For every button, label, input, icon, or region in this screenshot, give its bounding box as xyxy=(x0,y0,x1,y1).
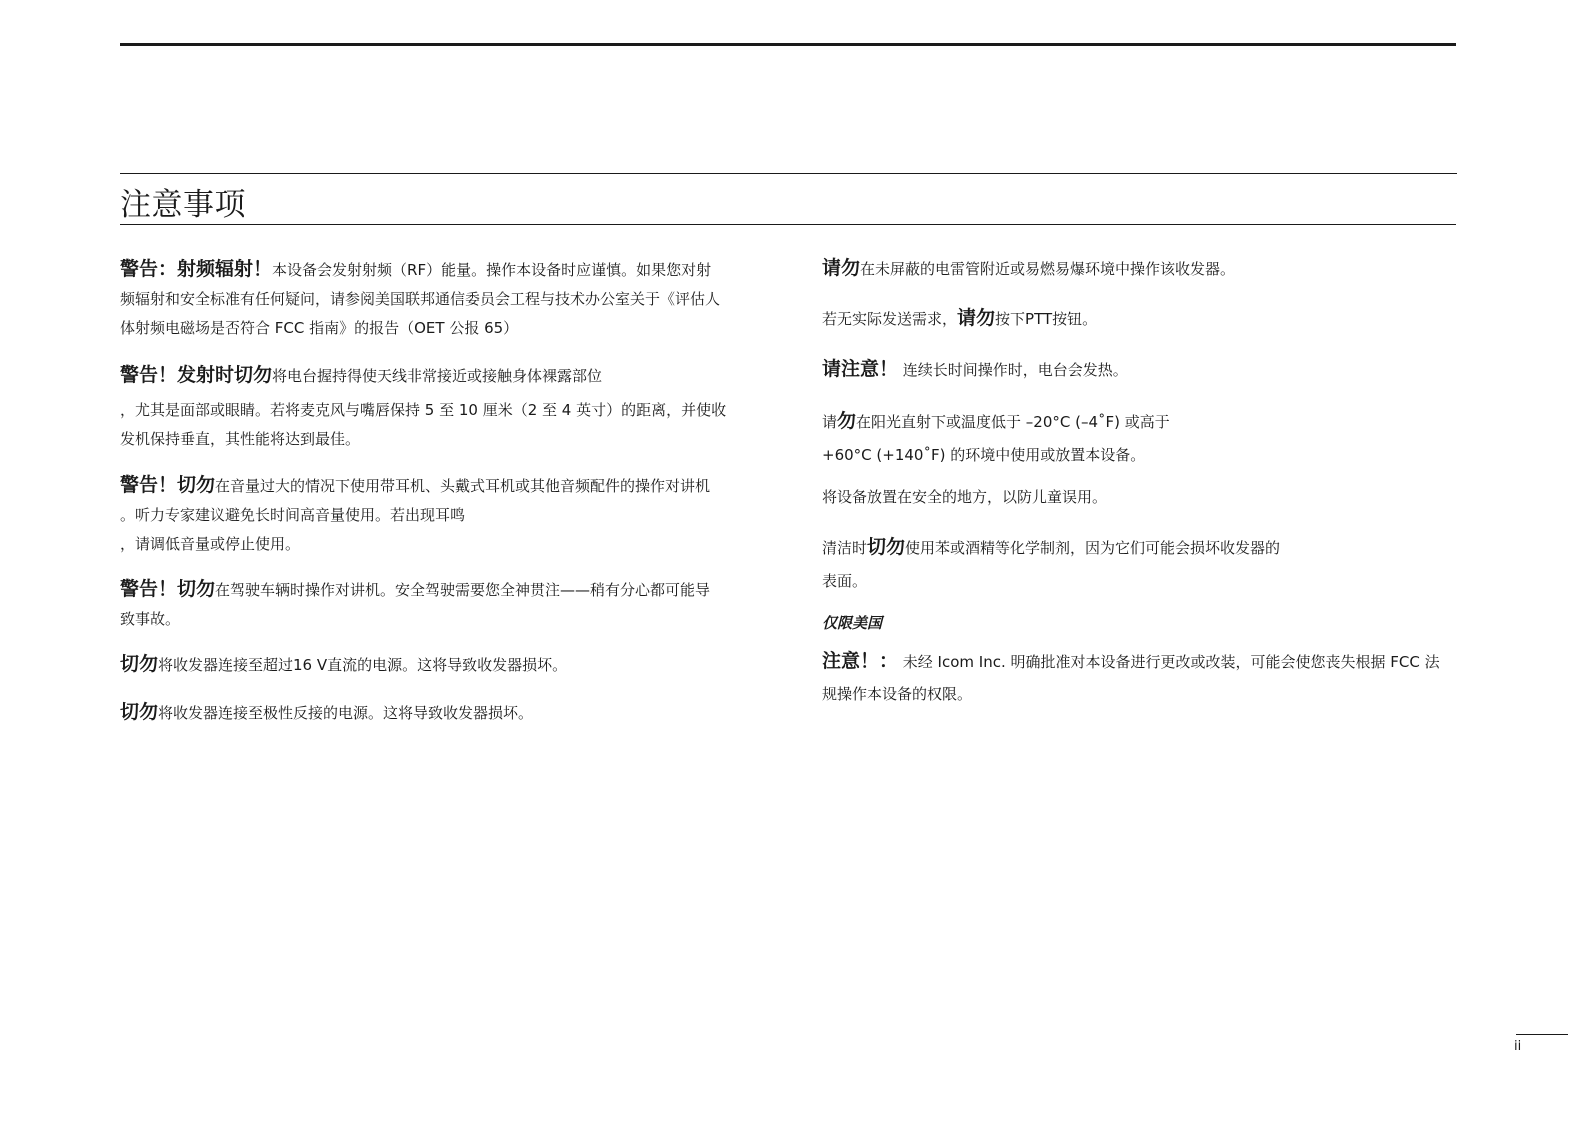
caution-children xyxy=(822,483,1107,512)
text-line: 连续长时间操作时，电台会发热。 xyxy=(898,361,1128,379)
warning-lead: 切勿 xyxy=(120,653,159,675)
page-number-rule xyxy=(1516,1034,1568,1035)
text-line: 清洁时 xyxy=(822,539,868,557)
text-line: 发机保持垂直，其性能将达到最佳。 xyxy=(120,430,361,448)
text-line: 将设备放置在安全的地方，以防儿童误用。 xyxy=(822,488,1108,506)
text-line: ，尤其是面部或眼睛。若将麦克风与嘴唇保持 5 至 10 厘米（2 至 4 英寸）的距离，并使收 xyxy=(120,401,727,419)
text-line: 若无实际发送需求， xyxy=(822,310,958,328)
text-line: 将电台握持得使天线非常接近或接触身体裸露部位 xyxy=(272,367,603,385)
warning-driving xyxy=(120,575,710,634)
warning-lead: 警告：射频辐射！ xyxy=(120,258,273,280)
text-line: 未经 Icom Inc. 明确批准对本设备进行更改或改装，可能会使您丧失根据 FCC 法 xyxy=(898,653,1440,671)
warning-lead: 警告！发射时切勿 xyxy=(120,364,273,386)
text-line: +60°C (+140˚F) 的环境中使用或放置本设备。 xyxy=(822,446,1146,464)
text-line: 频辐射和安全标准有任何疑问，请参阅美国联邦通信委员会工程与技术办公室关于《评估人 xyxy=(120,290,721,308)
text-line: 请 xyxy=(822,413,838,431)
warning-lead: 警告！切勿 xyxy=(120,578,216,600)
text-line: 将收发器连接至超过16 V直流的电源。这将导致收发器损坏。 xyxy=(158,656,568,674)
caution-cleaning xyxy=(822,533,1280,596)
warning-volume xyxy=(120,471,710,559)
section-heading: 仅限美国 xyxy=(822,614,883,632)
caution-polarity xyxy=(120,698,533,728)
caution-heat xyxy=(822,355,1128,385)
warning-lead: 请勿 xyxy=(822,257,861,279)
text-line: 在阳光直射下或温度低于 –20°C (–4˚F) 或高于 xyxy=(856,413,1170,431)
text-line: 使用苯或酒精等化学制剂，因为它们可能会损坏收发器的 xyxy=(905,539,1281,557)
warning-lead: 请勿 xyxy=(957,307,996,329)
caution-fcc xyxy=(822,647,1440,709)
text-line: 表面。 xyxy=(822,572,868,590)
text-line: 在未屏蔽的电雷管附近或易燃易爆环境中操作该收发器。 xyxy=(860,260,1236,278)
top-rule xyxy=(120,43,1456,46)
warning-lead: 切勿 xyxy=(867,536,906,558)
title-underline xyxy=(120,224,1456,225)
text-line: 在音量过大的情况下使用带耳机、头戴式耳机或其他音频配件的操作对讲机 xyxy=(215,477,711,495)
caution-explosive xyxy=(822,254,1235,284)
caution-ptt xyxy=(822,304,1097,334)
text-line: ，请调低音量或停止使用。 xyxy=(120,535,301,553)
page-number: ii xyxy=(1514,1039,1522,1054)
text-line: 在驾驶车辆时操作对讲机。安全驾驶需要您全神贯注——稍有分心都可能导 xyxy=(215,581,711,599)
warning-lead: 警告！切勿 xyxy=(120,474,216,496)
warning-lead: 请注意！ xyxy=(822,358,899,380)
text-line: 按下PTT按钮。 xyxy=(995,310,1098,328)
text-line: 本设备会发射射频（RF）能量。操作本设备时应谨慎。如果您对射 xyxy=(272,261,712,279)
title-top-rule xyxy=(120,173,1457,174)
warning-lead: 注意！： xyxy=(822,650,899,672)
text-line: 。听力专家建议避免长时间高音量使用。若出现耳鸣 xyxy=(120,506,466,524)
warning-rf-exposure xyxy=(120,255,720,343)
caution-temperature xyxy=(822,407,1170,470)
caution-voltage xyxy=(120,650,567,680)
page-title: 注意事项 xyxy=(120,187,246,223)
warning-lead: 切勿 xyxy=(120,701,159,723)
warning-transmit xyxy=(120,361,726,454)
usa-only-heading xyxy=(822,609,882,638)
warning-lead: 勿 xyxy=(837,410,857,432)
text-line: 规操作本设备的权限。 xyxy=(822,685,973,703)
text-line: 将收发器连接至极性反接的电源。这将导致收发器损坏。 xyxy=(158,704,534,722)
text-line: 体射频电磁场是否符合 FCC 指南》的报告（OET 公报 65） xyxy=(120,319,519,337)
text-line: 致事故。 xyxy=(120,610,181,628)
